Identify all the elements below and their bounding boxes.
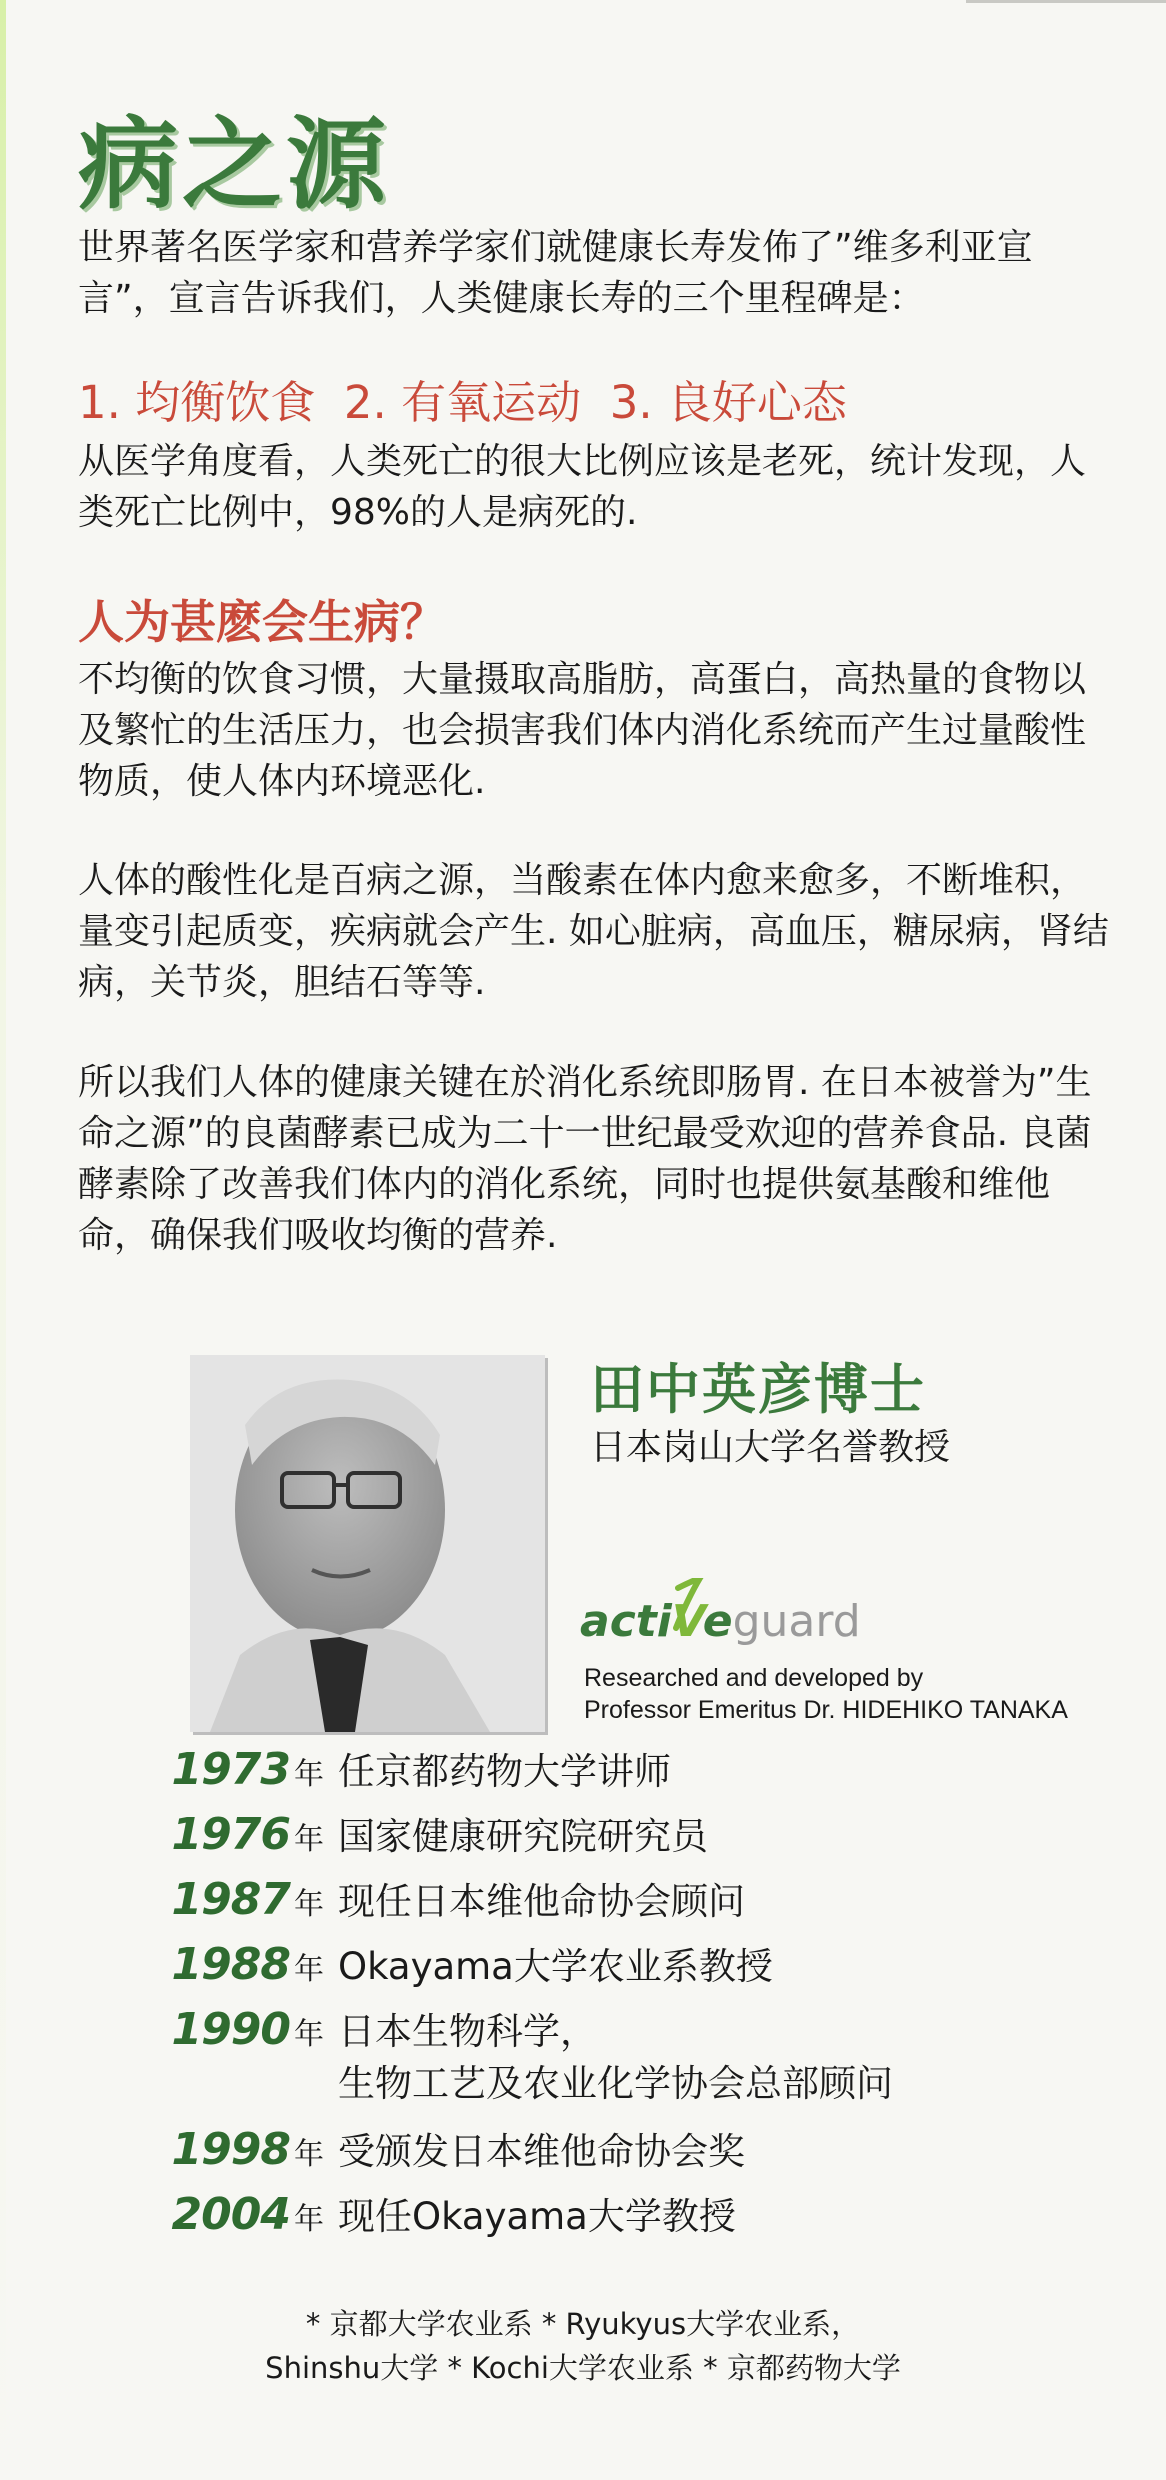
timeline-year: 1998 [171,2124,290,2175]
professor-title: 日本岗山大学名誉教授 [590,1427,951,1468]
timeline-text: 现任Okayama大学教授 [338,2195,736,2238]
year-suffix: 年 [294,1887,324,1922]
university-footnote [0,2302,1166,2390]
footnote-line-1: * 京都大学农业系 * Ryukyus大学农业系， [305,2307,861,2341]
year-suffix: 年 [294,2017,324,2052]
digestion-paragraph: 所以我们人体的健康关键在於消化系统即肠胃. 在日本被誉为”生命之源”的良菌酵素已成为二十一世纪最受欢迎的营养食品. 良菌酵素除了改善我们体内的消化系统，同时也提供氨基酸和维他命，确保我们吸收均衡的营养. [78,1062,1092,1256]
timeline-year: 1990 [171,2004,290,2055]
year-suffix: 年 [294,1952,324,1987]
portrait-illustration [190,1355,545,1732]
timeline-year: 1976 [171,1809,290,1860]
timeline-year: 1987 [171,1874,290,1925]
timeline-row [0,2187,1166,2247]
acidity-paragraph: 人体的酸性化是百病之源，当酸素在体内愈来愈多，不断堆积，量变引起质变，疾病就会产生. 如心脏病，高血压，糖尿病，肾结病，关节炎，胆结石等等. [78,860,1109,1003]
logo-text-v: V [671,1596,703,1646]
timeline-row [0,1807,1166,1867]
timeline-text: Okayama大学农业系教授 [338,1945,773,1988]
timeline-text: 国家健康研究院研究员 [338,1815,708,1858]
credit-line-2: Professor Emeritus Dr. HIDEHIKO TANAKA [584,1696,1068,1724]
year-suffix: 年 [294,1757,324,1792]
timeline-year: 1988 [171,1939,290,1990]
timeline-row [0,1742,1166,1802]
timeline-text: 任京都药物大学讲师 [338,1750,671,1793]
logo-text-acti: acti [580,1596,672,1646]
timeline-row [0,1937,1166,1997]
research-credit [584,1662,1068,1726]
timeline-year: 1973 [171,1744,290,1795]
section-heading-why-sick: 人为甚麽会生病？ [78,595,446,649]
activeguard-logo [580,1578,880,1646]
timeline-text: 日本生物科学， 生物工艺及农业化学协会总部顾问 [338,2010,893,2105]
timeline-row [0,2002,1166,2112]
timeline-text: 现任日本维他命协会顾问 [338,1880,745,1923]
footnote-line-2: Shinshu大学 * Kochi大学农业系 * 京都药物大学 [265,2351,901,2385]
diet-paragraph: 不均衡的饮食习惯，大量摄取高脂肪，高蛋白，高热量的食物以及繁忙的生活压力，也会损害我们体内消化系统而产生过量酸性物质，使人体内环境恶化. [78,659,1087,802]
milestones-heading: 1. 均衡饮食 2. 有氧运动 3. 良好心态 [78,376,847,429]
year-suffix: 年 [294,1822,324,1857]
intro-paragraph: 世界著名医学家和营养学家们就健康长寿发佈了”维多利亚宣言”，宣言告诉我们，人类健康长寿的三个里程碑是： [78,227,1033,319]
timeline-row [0,2122,1166,2182]
professor-portrait-photo [190,1355,545,1732]
logo-text-guard: guard [732,1596,861,1646]
logo-text-e: e [702,1596,733,1646]
svg-text:actiVeguard [580,1596,861,1646]
timeline-row [0,1872,1166,1932]
timeline-year: 2004 [171,2189,290,2240]
page-edge-line [966,0,1166,3]
year-suffix: 年 [294,2137,324,2172]
credit-line-1: Researched and developed by [584,1664,924,1692]
death-statistic-paragraph: 从医学角度看，人类死亡的很大比例应该是老死，统计发现，人类死亡比例中，98%的人是病死的. [78,441,1087,533]
professor-name: 田中英彦博士 [590,1358,926,1421]
page-title: 病之源 [78,106,390,223]
year-suffix: 年 [294,2202,324,2237]
timeline-text: 受颁发日本维他命协会奖 [338,2130,745,2173]
